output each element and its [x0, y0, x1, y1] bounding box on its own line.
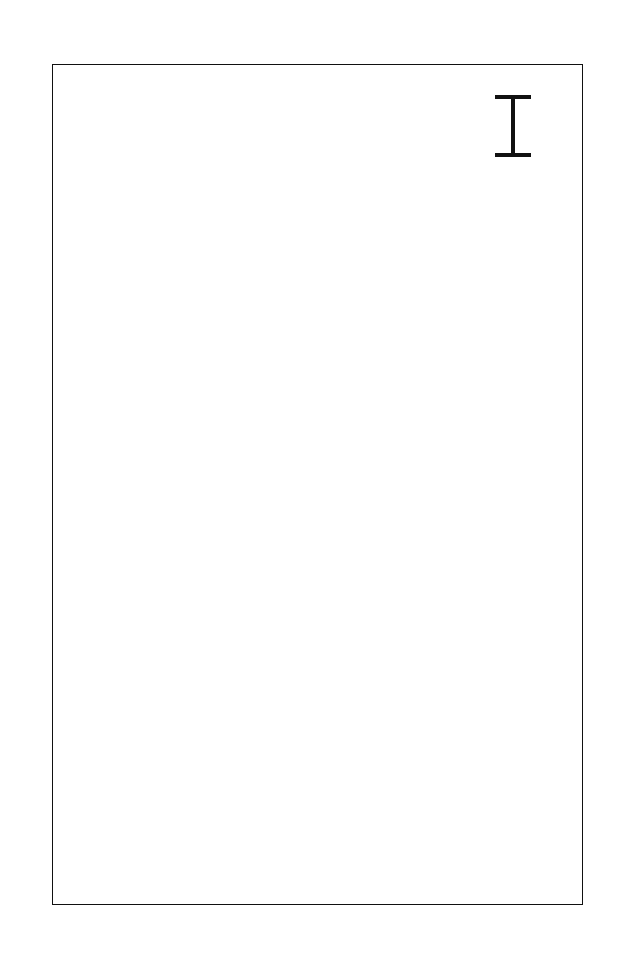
table-frame: [52, 64, 583, 905]
table-title: [178, 80, 458, 85]
i-beam-icon: [491, 95, 535, 157]
running-header: [22, 14, 612, 30]
